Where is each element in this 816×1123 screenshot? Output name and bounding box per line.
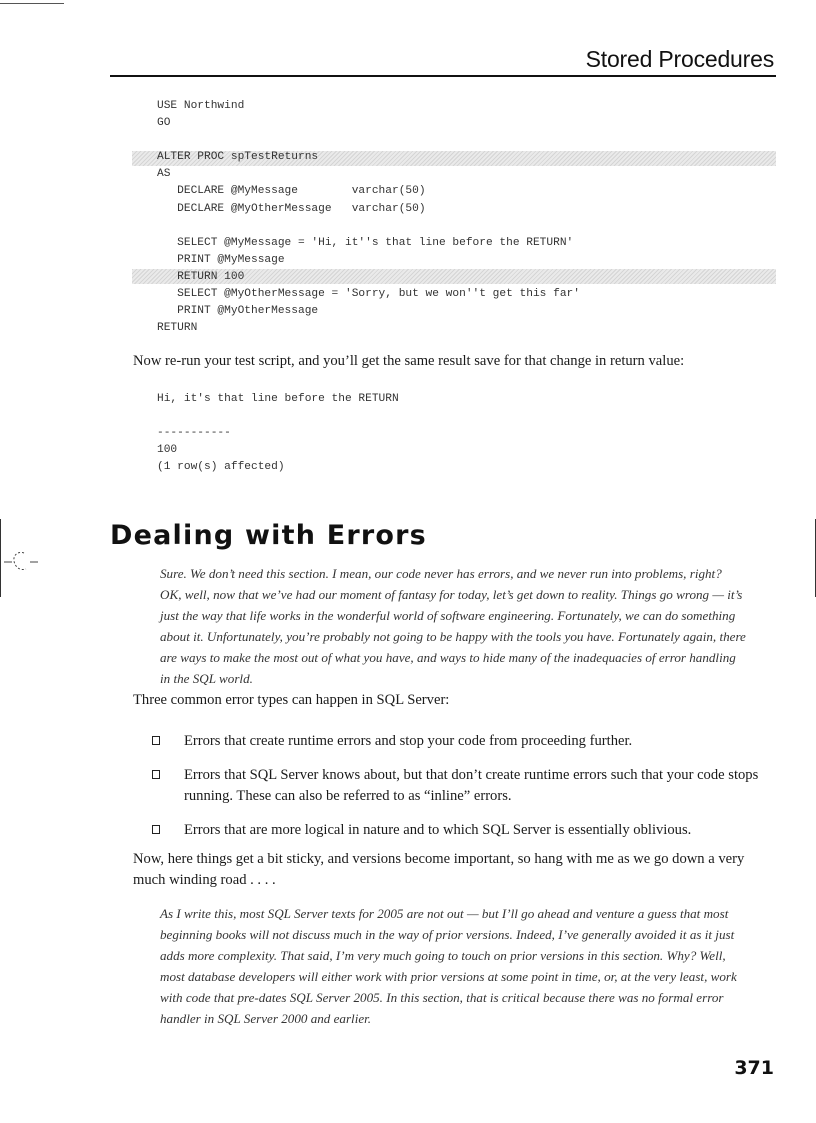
page-number: 371 <box>734 1057 774 1079</box>
registration-mark-icon <box>4 549 38 575</box>
paragraph-rerun: Now re-run your test script, and you’ll get the same result save for that change in return value: <box>133 353 685 369</box>
note-fantasy: Sure. We don’t need this section. I mean, our code never has errors, and we never run into problems, right? OK, well, now that we’ve had our moment of fantasy for today, let’s get down to reality. Things go wrong — it’s just the way that life works in the wonderful world of software engineering. Fortunately, we can do something about it. Unfortunately, you’re probably not going to be happy with the tools you have. Fortunately again, there are ways to make the most out of what you have, and ways to hide many of the inadequacies of error handling in the SQL world. <box>160 566 746 687</box>
paragraph-error-types: Three common error types can happen in SQL Server: <box>133 692 450 708</box>
running-head: Stored Procedures <box>585 46 774 72</box>
code-line: DECLARE @MyOtherMessage varchar(50) <box>157 202 426 215</box>
list-item <box>152 765 776 807</box>
list-item-text: Errors that SQL Server knows about, but that don’t create runtime errors such that your code stops running. These can also be referred to as “inline” errors. <box>184 767 759 804</box>
code-line <box>157 408 399 425</box>
error-types-list <box>152 731 776 854</box>
code-line: SELECT @MyOtherMessage = 'Sorry, but we won''t get this far' <box>157 288 580 301</box>
code-line: Hi, it's that line before the RETURN <box>157 393 399 405</box>
list-item <box>152 820 776 841</box>
checkbox-bullet-icon <box>152 825 160 834</box>
list-item <box>152 731 776 752</box>
code-line: 100 <box>157 444 178 457</box>
code-line: USE Northwind <box>157 100 245 112</box>
code-line: ----------- <box>157 427 231 440</box>
note-versions: As I write this, most SQL Server texts for 2005 are not out — but I’ll go ahead and venture a guess that most beginning books will not discuss much in the way of prior versions. Indeed, I’ve generally avoided it as it just adds more complexity. That said, I’m very much going to touch on prior versions in this section. Why? Well, most database developers will either work with prior versions at some point in time, or, at the very least, work with code that pre-dates SQL Server 2005. In this section, that is critical because there was no formal error handler in SQL Server 2000 and earlier. <box>160 906 737 1027</box>
section-title: Dealing with Errors <box>110 520 427 551</box>
header-rule <box>110 75 776 77</box>
paragraph-versions: Now, here things get a bit sticky, and versions become important, so hang with me as we go down a very much winding road . . . . <box>133 851 745 888</box>
code-line <box>157 218 580 235</box>
checkbox-bullet-icon <box>152 770 160 779</box>
code-line <box>157 132 580 149</box>
code-block-alter-proc <box>157 98 580 337</box>
code-line: GO <box>157 117 171 130</box>
code-line: PRINT @MyMessage <box>157 253 285 266</box>
code-line: ALTER PROC spTestReturns <box>157 151 319 164</box>
code-line: DECLARE @MyMessage varchar(50) <box>157 185 426 198</box>
crop-mark-left <box>0 519 1 597</box>
code-line: SELECT @MyMessage = 'Hi, it''s that line before the RETURN' <box>157 236 574 249</box>
crop-mark-top <box>0 3 64 4</box>
code-line: PRINT @MyOtherMessage <box>157 305 319 318</box>
code-block-output <box>157 391 399 476</box>
checkbox-bullet-icon <box>152 736 160 745</box>
code-line: RETURN <box>157 322 198 335</box>
list-item-text: Errors that are more logical in nature and to which SQL Server is essentially oblivious. <box>184 822 692 838</box>
list-item-text: Errors that create runtime errors and stop your code from proceeding further. <box>184 733 633 749</box>
code-line: (1 row(s) affected) <box>157 461 285 474</box>
code-line: RETURN 100 <box>157 270 245 283</box>
code-line: AS <box>157 168 171 181</box>
